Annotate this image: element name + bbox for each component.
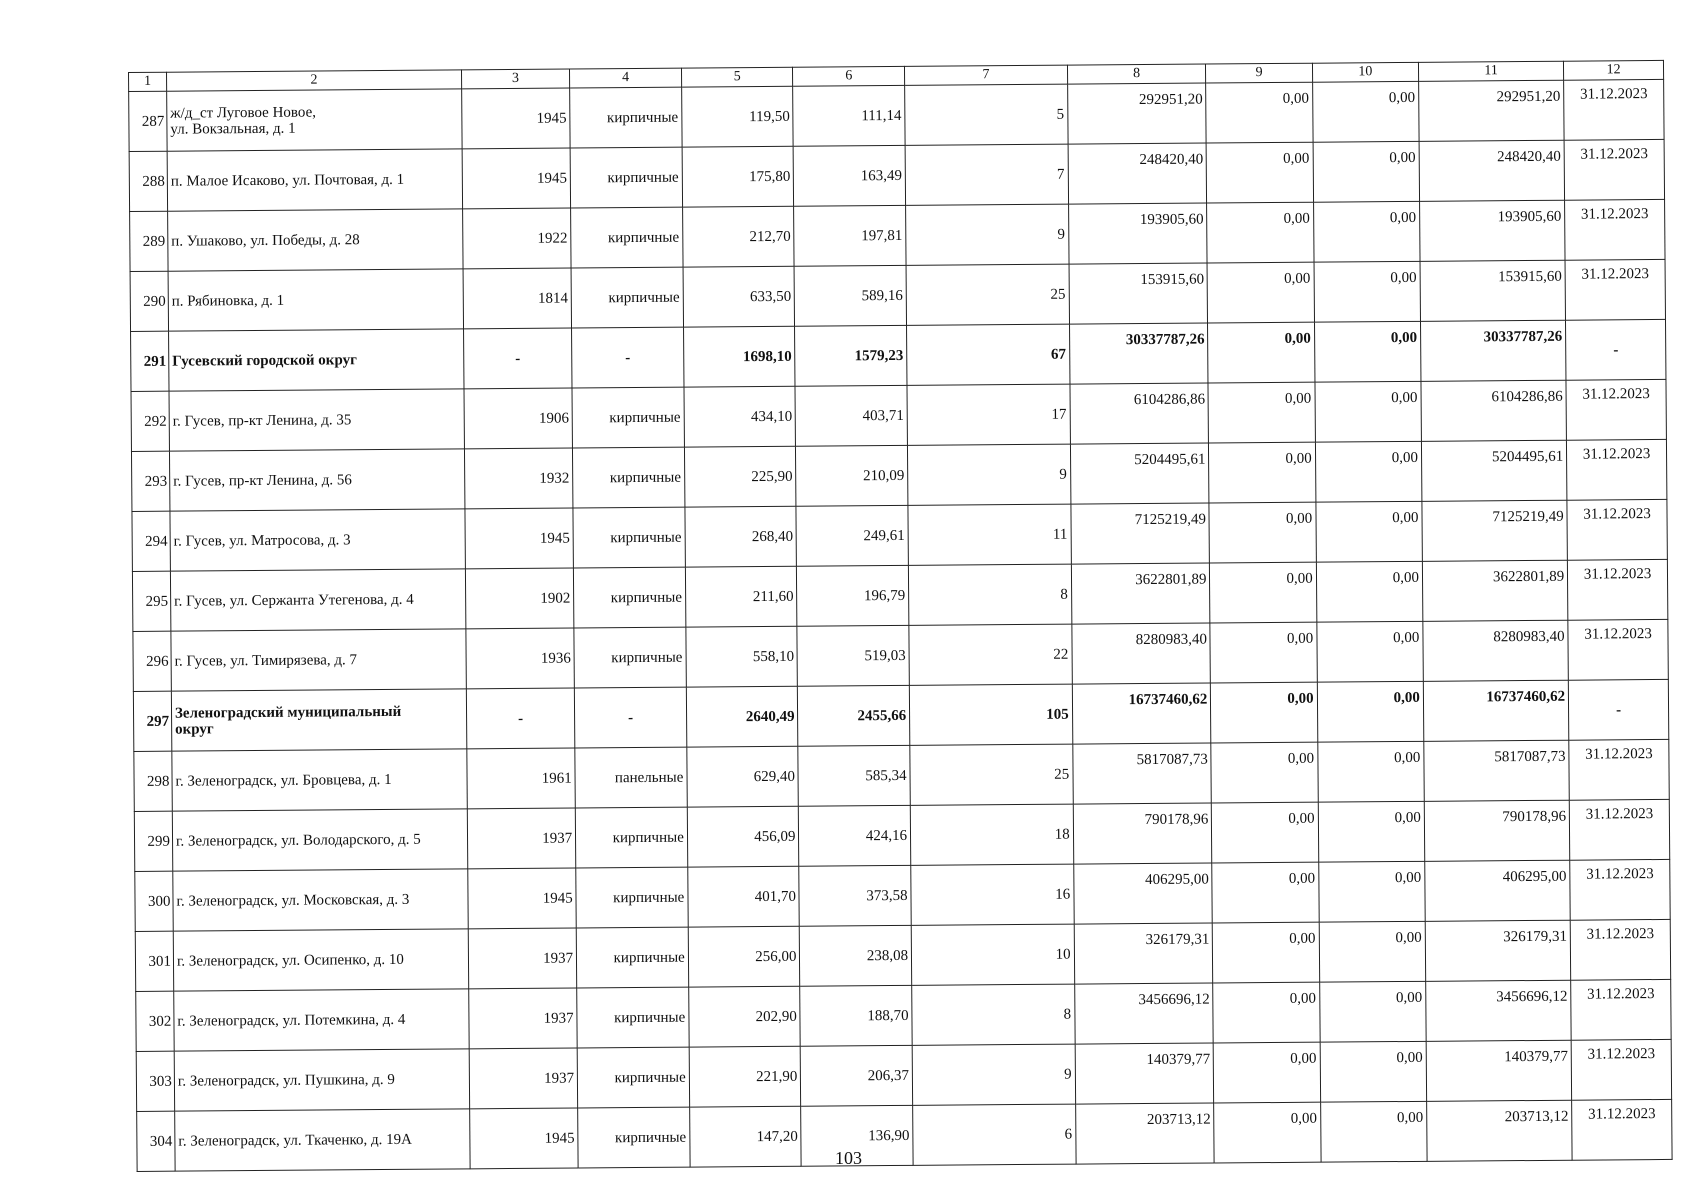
living-area-cell: 210,09 [796,445,908,506]
column-header: 5 [681,67,793,87]
total-area-cell: 268,40 [685,506,797,567]
address-cell: ж/д_ст Луговое Новое, ул. Вокзальная, д. 1 [167,89,462,151]
living-area-cell: 188,70 [800,985,912,1046]
deadline-date-cell: 31.12.2023 [1570,919,1670,980]
total-cost-cell: 140379,77 [1075,1043,1214,1104]
fund-share-cell: 0,00 [1206,82,1313,143]
deadline-date-cell: 31.12.2023 [1565,199,1665,260]
budget-share-cell: 0,00 [1317,681,1424,742]
living-area-cell: 424,16 [799,805,911,866]
budget-share-cell: 0,00 [1315,381,1422,442]
deadline-date-cell: - [1568,679,1668,740]
year-built-cell: 1936 [466,628,575,689]
residents-count-cell: 17 [907,384,1070,445]
year-built-cell: 1945 [469,1108,578,1169]
fund-share-cell: 0,00 [1213,982,1320,1043]
address-cell: г. Зеленоградск, ул. Пушкина, д. 9 [174,1049,469,1111]
total-area-cell: 1698,10 [683,326,795,387]
wall-material-cell: кирпичные [573,507,685,568]
row-number-cell: 294 [132,511,170,571]
address-cell: г. Зеленоградск, ул. Московская, д. 3 [173,869,468,931]
total-cost-cell: 3456696,12 [1074,983,1213,1044]
fund-share-cell: 0,00 [1210,622,1317,683]
total-area-cell: 256,00 [688,926,800,987]
year-built-cell: 1945 [468,868,577,929]
local-budget-cell: 16737460,62 [1423,680,1569,741]
wall-material-cell: - [575,687,687,748]
deadline-date-cell: 31.12.2023 [1569,799,1669,860]
living-area-cell: 373,58 [799,865,911,926]
fund-share-cell: 0,00 [1211,742,1318,803]
local-budget-cell: 140379,77 [1426,1040,1572,1101]
local-budget-cell: 6104286,86 [1421,380,1567,441]
column-header: 8 [1067,64,1206,84]
column-header: 9 [1206,63,1312,83]
total-cost-cell: 16737460,62 [1072,683,1211,744]
local-budget-cell: 8280983,40 [1423,620,1569,681]
residents-count-cell: 8 [908,564,1071,625]
total-area-cell: 211,60 [685,566,797,627]
local-budget-cell: 7125219,49 [1422,500,1568,561]
row-number-cell: 300 [135,871,173,931]
budget-share-cell: 0,00 [1316,501,1423,562]
living-area-cell: 136,90 [801,1105,913,1166]
deadline-date-cell: 31.12.2023 [1566,379,1666,440]
total-area-cell: 456,09 [687,806,799,867]
column-header: 12 [1564,60,1664,80]
budget-share-cell: 0,00 [1319,921,1426,982]
row-number-cell: 291 [131,331,169,391]
residents-count-cell: 11 [908,504,1071,565]
year-built-cell: 1945 [462,148,571,209]
year-built-cell: 1922 [462,208,571,269]
residents-count-cell: 9 [912,1044,1075,1105]
budget-share-cell: 0,00 [1312,81,1419,142]
total-cost-cell: 153915,60 [1069,263,1208,324]
local-budget-cell: 292951,20 [1419,80,1565,141]
row-number-cell: 301 [135,931,173,991]
living-area-cell: 589,16 [794,265,906,326]
fund-share-cell: 0,00 [1207,142,1314,203]
total-area-cell: 2640,49 [686,686,798,747]
fund-share-cell: 0,00 [1210,562,1317,623]
address-cell: Зеленоградский муниципальный округ [171,689,466,751]
total-cost-cell: 193905,60 [1068,203,1207,264]
total-cost-cell: 8280983,40 [1072,623,1211,684]
address-cell: г. Гусев, пр-кт Ленина, д. 56 [169,449,464,511]
total-area-cell: 401,70 [688,866,800,927]
fund-share-cell: 0,00 [1209,442,1316,503]
total-area-cell: 212,70 [682,206,794,267]
row-number-cell: 298 [134,751,172,811]
living-area-cell: 2455,66 [798,685,910,746]
residents-count-cell: 25 [906,264,1069,325]
budget-share-cell: 0,00 [1313,201,1420,262]
row-number-cell: 303 [136,1051,174,1111]
wall-material-cell: кирпичные [577,1047,689,1108]
local-budget-cell: 5204495,61 [1421,440,1567,501]
column-header: 6 [793,66,905,86]
year-built-cell: - [466,688,575,749]
total-cost-cell: 5204495,61 [1070,443,1209,504]
local-budget-cell: 3456696,12 [1426,980,1572,1041]
registry-table [128,60,1673,1172]
registry-sheet [128,60,1673,1172]
total-area-cell: 629,40 [687,746,799,807]
budget-share-cell: 0,00 [1315,441,1422,502]
fund-share-cell: 0,00 [1207,202,1314,263]
local-budget-cell: 5817087,73 [1424,740,1570,801]
address-cell: п. Малое Исаково, ул. Почтовая, д. 1 [167,149,462,211]
deadline-date-cell: 31.12.2023 [1571,979,1671,1040]
local-budget-cell: 790178,96 [1424,800,1570,861]
budget-share-cell: 0,00 [1318,801,1425,862]
address-cell: г. Зеленоградск, ул. Осипенко, д. 10 [173,929,468,991]
wall-material-cell: кирпичные [576,867,688,928]
year-built-cell: 1902 [465,568,574,629]
living-area-cell: 197,81 [794,205,906,266]
fund-share-cell: 0,00 [1208,322,1315,383]
residents-count-cell: 6 [913,1104,1076,1165]
deadline-date-cell: 31.12.2023 [1570,859,1670,920]
year-built-cell: 1937 [468,928,577,989]
residents-count-cell: 9 [908,444,1071,505]
residents-count-cell: 16 [911,864,1074,925]
column-header: 1 [129,72,167,91]
total-cost-cell: 30337787,26 [1069,323,1208,384]
year-built-cell: 1945 [461,88,570,149]
row-number-cell: 304 [137,1111,175,1171]
deadline-date-cell: 31.12.2023 [1564,79,1664,140]
fund-share-cell: 0,00 [1213,922,1320,983]
address-cell: г. Гусев, пр-кт Ленина, д. 35 [169,389,464,451]
total-cost-cell: 3622801,89 [1071,563,1210,624]
wall-material-cell: кирпичные [570,147,682,208]
address-cell: г. Гусев, ул. Матросова, д. 3 [170,509,465,571]
fund-share-cell: 0,00 [1209,502,1316,563]
wall-material-cell: кирпичные [578,1107,690,1168]
row-number-cell: 302 [136,991,174,1051]
row-number-cell: 289 [130,211,168,271]
fund-share-cell: 0,00 [1211,682,1318,743]
wall-material-cell: кирпичные [571,267,683,328]
wall-material-cell: кирпичные [570,87,682,148]
residents-count-cell: 25 [910,744,1073,805]
total-cost-cell: 5817087,73 [1072,743,1211,804]
deadline-date-cell: 31.12.2023 [1564,139,1664,200]
living-area-cell: 163,49 [794,145,906,206]
column-header: 11 [1418,61,1563,81]
deadline-date-cell: - [1566,319,1666,380]
wall-material-cell: кирпичные [574,627,686,688]
budget-share-cell: 0,00 [1320,1041,1427,1102]
wall-material-cell: кирпичные [577,987,689,1048]
row-number-cell: 290 [130,271,168,331]
address-cell: Гусевский городской округ [168,329,463,391]
wall-material-cell: кирпичные [575,807,687,868]
year-built-cell: 1814 [463,268,572,329]
row-number-cell: 297 [133,691,171,751]
total-area-cell: 175,80 [682,146,794,207]
column-header: 4 [570,68,682,88]
local-budget-cell: 3622801,89 [1422,560,1568,621]
residents-count-cell: 22 [909,624,1072,685]
row-number-cell: 293 [131,451,169,511]
residents-count-cell: 5 [905,84,1068,145]
address-cell: г. Зеленоградск, ул. Володарского, д. 5 [172,809,467,871]
year-built-cell: 1937 [469,1048,578,1109]
living-area-cell: 403,71 [795,385,907,446]
residents-count-cell: 105 [909,684,1072,745]
residents-count-cell: 9 [906,204,1069,265]
row-number-cell: 292 [131,391,169,451]
total-area-cell: 225,90 [684,446,796,507]
deadline-date-cell: 31.12.2023 [1571,1039,1671,1100]
budget-share-cell: 0,00 [1319,981,1426,1042]
deadline-date-cell: 31.12.2023 [1568,559,1668,620]
budget-share-cell: 0,00 [1318,861,1425,922]
fund-share-cell: 0,00 [1208,382,1315,443]
address-cell: г. Гусев, ул. Тимирязева, д. 7 [171,629,466,691]
total-cost-cell: 6104286,86 [1070,383,1209,444]
living-area-cell: 206,37 [801,1045,913,1106]
residents-count-cell: 8 [912,984,1075,1045]
total-cost-cell: 292951,20 [1067,83,1206,144]
address-cell: г. Зеленоградск, ул. Ткаченко, д. 19А [175,1109,470,1171]
row-number-cell: 287 [129,91,167,151]
local-budget-cell: 193905,60 [1419,200,1565,261]
row-number-cell: 295 [132,571,170,631]
row-number-cell: 296 [133,631,171,691]
total-cost-cell: 406295,00 [1073,863,1212,924]
local-budget-cell: 326179,31 [1425,920,1571,981]
deadline-date-cell: 31.12.2023 [1565,259,1665,320]
fund-share-cell: 0,00 [1212,802,1319,863]
address-cell: п. Ушаково, ул. Победы, д. 28 [168,209,463,271]
living-area-cell: 1579,23 [795,325,907,386]
total-cost-cell: 203713,12 [1075,1103,1214,1164]
wall-material-cell: кирпичные [573,447,685,508]
total-area-cell: 434,10 [684,386,796,447]
local-budget-cell: 248420,40 [1419,140,1565,201]
fund-share-cell: 0,00 [1212,862,1319,923]
local-budget-cell: 203713,12 [1427,1100,1573,1161]
year-built-cell: 1945 [465,508,574,569]
total-cost-cell: 248420,40 [1068,143,1207,204]
fund-share-cell: 0,00 [1214,1102,1321,1163]
total-cost-cell: 7125219,49 [1071,503,1210,564]
year-built-cell: - [463,328,572,389]
residents-count-cell: 10 [911,924,1074,985]
budget-share-cell: 0,00 [1314,261,1421,322]
column-header: 10 [1312,62,1418,82]
year-built-cell: 1937 [468,988,577,1049]
column-header: 3 [461,69,570,89]
wall-material-cell: кирпичные [572,387,684,448]
living-area-cell: 585,34 [798,745,910,806]
living-area-cell: 238,08 [800,925,912,986]
total-area-cell: 202,90 [689,986,801,1047]
row-number-cell: 299 [134,811,172,871]
wall-material-cell: - [572,327,684,388]
address-cell: г. Гусев, ул. Сержанта Утегенова, д. 4 [170,569,465,631]
page-number: 103 [835,1148,862,1168]
total-area-cell: 221,90 [689,1046,801,1107]
deadline-date-cell: 31.12.2023 [1569,739,1669,800]
fund-share-cell: 0,00 [1214,1042,1321,1103]
wall-material-cell: кирпичные [571,207,683,268]
local-budget-cell: 30337787,26 [1420,320,1566,381]
year-built-cell: 1937 [467,808,576,869]
deadline-date-cell: 31.12.2023 [1568,619,1668,680]
deadline-date-cell: 31.12.2023 [1567,439,1667,500]
address-cell: г. Зеленоградск, ул. Потемкина, д. 4 [174,989,469,1051]
address-cell: п. Рябиновка, д. 1 [168,269,463,331]
budget-share-cell: 0,00 [1314,321,1421,382]
local-budget-cell: 153915,60 [1420,260,1566,321]
local-budget-cell: 406295,00 [1425,860,1571,921]
wall-material-cell: кирпичные [576,927,688,988]
residents-count-cell: 7 [905,144,1068,205]
total-cost-cell: 326179,31 [1074,923,1213,984]
living-area-cell: 196,79 [797,565,909,626]
total-cost-cell: 790178,96 [1073,803,1212,864]
column-header: 7 [905,65,1068,85]
living-area-cell: 519,03 [797,625,909,686]
living-area-cell: 249,61 [796,505,908,566]
total-area-cell: 119,50 [681,86,793,147]
year-built-cell: 1961 [467,748,576,809]
total-area-cell: 147,20 [689,1106,801,1167]
residents-count-cell: 67 [907,324,1070,385]
row-number-cell: 288 [129,151,167,211]
residents-count-cell: 18 [910,804,1073,865]
budget-share-cell: 0,00 [1313,141,1420,202]
living-area-cell: 111,14 [793,85,905,146]
total-area-cell: 633,50 [683,266,795,327]
column-header: 2 [166,70,461,91]
deadline-date-cell: 31.12.2023 [1572,1099,1672,1160]
fund-share-cell: 0,00 [1207,262,1314,323]
budget-share-cell: 0,00 [1317,741,1424,802]
budget-share-cell: 0,00 [1317,621,1424,682]
deadline-date-cell: 31.12.2023 [1567,499,1667,560]
wall-material-cell: панельные [575,747,687,808]
budget-share-cell: 0,00 [1320,1101,1427,1162]
budget-share-cell: 0,00 [1316,561,1423,622]
year-built-cell: 1932 [464,448,573,509]
wall-material-cell: кирпичные [574,567,686,628]
address-cell: г. Зеленоградск, ул. Бровцева, д. 1 [172,749,467,811]
total-area-cell: 558,10 [686,626,798,687]
year-built-cell: 1906 [464,388,573,449]
